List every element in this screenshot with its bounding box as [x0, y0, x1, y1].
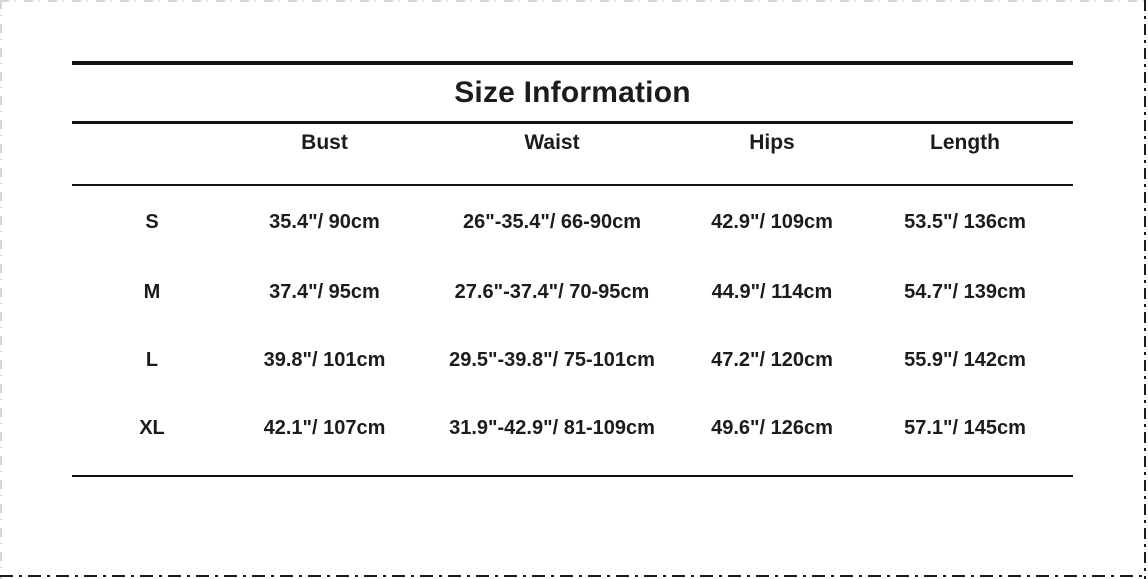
faint-dashed-edge-left [0, 0, 2, 579]
table-row-m [72, 258, 1073, 326]
bust-value: 39.8"/ 101cm [263, 348, 386, 371]
waist-value: 27.6"-37.4"/ 70-95cm [454, 280, 650, 303]
table-row-xl [72, 394, 1073, 462]
column-header-hips: Hips [749, 131, 795, 154]
table-row-s [72, 186, 1073, 258]
hips-value: 42.9"/ 109cm [711, 210, 833, 233]
column-header-bust: Bust [301, 131, 348, 154]
length-value: 53.5"/ 136cm [904, 210, 1026, 233]
length-value: 55.9"/ 142cm [904, 348, 1026, 371]
size-table [72, 0, 1073, 579]
hips-value: 49.6"/ 126cm [711, 416, 833, 439]
size-label: L [145, 348, 159, 371]
bust-value: 42.1"/ 107cm [263, 416, 386, 439]
column-header-waist: Waist [524, 131, 580, 154]
bust-value: 37.4"/ 95cm [269, 280, 380, 303]
table-row-l [72, 326, 1073, 394]
table-body [72, 186, 1073, 462]
size-label: S [145, 210, 159, 233]
waist-value: 31.9"-42.9"/ 81-109cm [449, 416, 655, 439]
column-header-length: Length [930, 131, 1000, 154]
length-value: 57.1"/ 145cm [904, 416, 1026, 439]
hips-value: 44.9"/ 114cm [711, 280, 833, 303]
bust-value: 35.4"/ 90cm [269, 210, 380, 233]
column-header-size [72, 122, 232, 164]
waist-value: 29.5"-39.8"/ 75-101cm [449, 348, 655, 371]
size-chart-title: Size Information [454, 76, 691, 109]
length-value: 54.7"/ 139cm [904, 280, 1026, 303]
size-label: XL [139, 416, 165, 439]
divider-line-bottom [72, 475, 1073, 477]
table-header-row [72, 122, 1073, 164]
size-label: M [143, 280, 161, 303]
dash-dot-cut-edge-right [1144, 0, 1146, 579]
waist-value: 26"-35.4"/ 66-90cm [463, 210, 641, 233]
hips-value: 47.2"/ 120cm [711, 348, 833, 371]
